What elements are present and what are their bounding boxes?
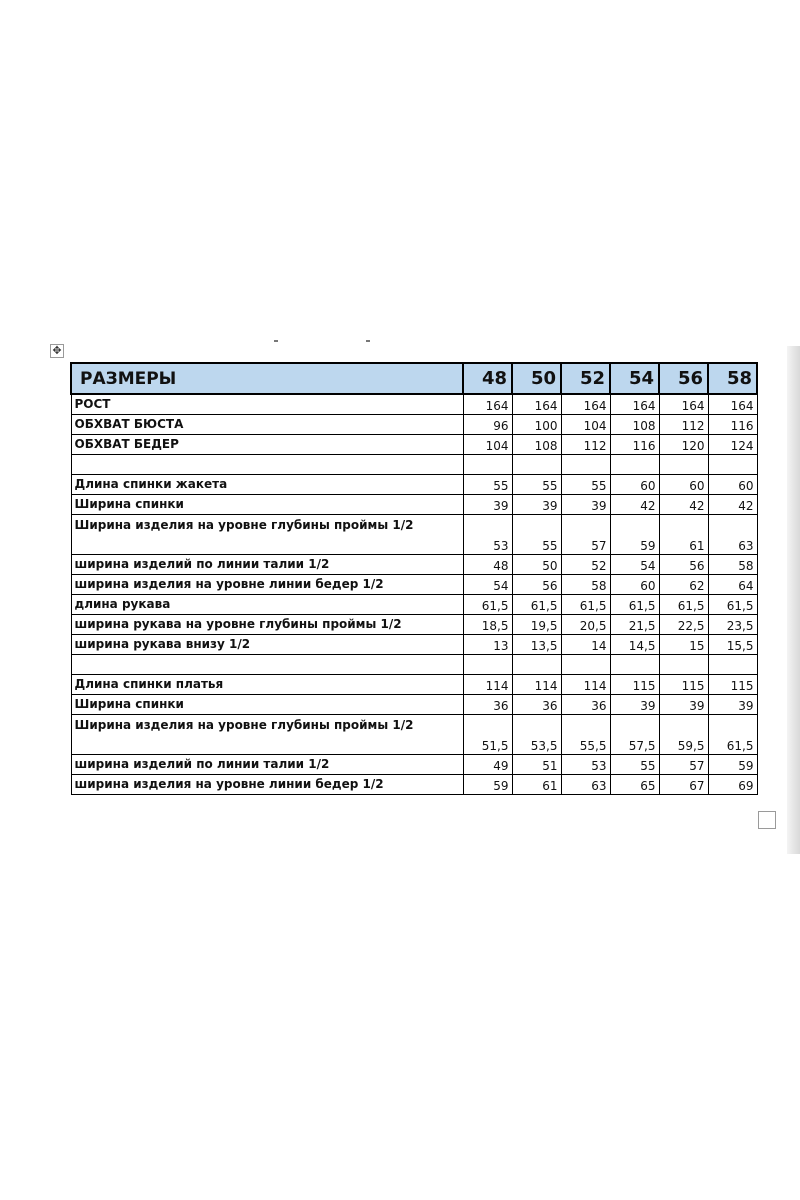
scan-mark [274, 340, 278, 342]
value-cell: 15,5 [708, 634, 757, 654]
row-label: Длина спинки платья [71, 674, 463, 694]
value-cell: 69 [708, 774, 757, 794]
value-cell [561, 654, 610, 674]
table-row [71, 674, 757, 694]
value-cell [561, 454, 610, 474]
value-cell: 36 [512, 694, 561, 714]
value-cell: 14 [561, 634, 610, 654]
value-cell: 39 [512, 494, 561, 514]
value-cell: 59 [708, 754, 757, 774]
table-row [71, 754, 757, 774]
table-row [71, 414, 757, 434]
resize-square-icon[interactable] [758, 811, 776, 829]
value-cell: 42 [708, 494, 757, 514]
value-cell: 36 [561, 694, 610, 714]
value-cell: 114 [561, 674, 610, 694]
row-label: РОСТ [71, 394, 463, 414]
value-cell: 14,5 [610, 634, 659, 654]
value-cell: 100 [512, 414, 561, 434]
size-header-cell: 54 [610, 363, 659, 394]
row-label: ширина рукава на уровне глубины проймы 1/2 [71, 614, 463, 634]
value-cell: 59 [463, 774, 512, 794]
value-cell: 56 [659, 554, 708, 574]
move-arrows-icon[interactable]: ✥ [50, 344, 64, 358]
value-cell: 104 [463, 434, 512, 454]
value-cell: 55 [610, 754, 659, 774]
value-cell: 115 [659, 674, 708, 694]
table-row [71, 594, 757, 614]
value-cell: 58 [708, 554, 757, 574]
value-cell: 63 [561, 774, 610, 794]
table-header-row [71, 363, 757, 394]
value-cell: 18,5 [463, 614, 512, 634]
value-cell [708, 454, 757, 474]
value-cell [463, 454, 512, 474]
row-label: ширина рукава внизу 1/2 [71, 634, 463, 654]
value-cell: 116 [708, 414, 757, 434]
value-cell: 54 [463, 574, 512, 594]
value-cell: 61,5 [463, 594, 512, 614]
value-cell: 64 [708, 574, 757, 594]
scan-mark [366, 340, 370, 342]
row-label: Длина спинки жакета [71, 474, 463, 494]
row-label: длина рукава [71, 594, 463, 614]
table-row [71, 434, 757, 454]
value-cell: 52 [561, 554, 610, 574]
value-cell [610, 654, 659, 674]
value-cell: 104 [561, 414, 610, 434]
value-cell: 57,5 [610, 714, 659, 754]
value-cell: 23,5 [708, 614, 757, 634]
table-row [71, 474, 757, 494]
value-cell [708, 654, 757, 674]
table-row [71, 714, 757, 754]
row-label: Ширина спинки [71, 494, 463, 514]
row-label [71, 654, 463, 674]
row-label: Ширина изделия на уровне глубины проймы 1/2 [71, 714, 463, 754]
value-cell: 61 [512, 774, 561, 794]
value-cell: 60 [708, 474, 757, 494]
value-cell: 55 [512, 514, 561, 554]
value-cell: 164 [708, 394, 757, 414]
value-cell: 13,5 [512, 634, 561, 654]
value-cell: 61,5 [561, 594, 610, 614]
size-header-cell: 56 [659, 363, 708, 394]
value-cell: 63 [708, 514, 757, 554]
table-row [71, 634, 757, 654]
row-label: ОБХВАТ БЕДЕР [71, 434, 463, 454]
table-row [71, 394, 757, 414]
value-cell: 39 [463, 494, 512, 514]
value-cell: 61,5 [610, 594, 659, 614]
value-cell: 60 [610, 474, 659, 494]
table-row [71, 694, 757, 714]
value-cell: 21,5 [610, 614, 659, 634]
value-cell: 115 [708, 674, 757, 694]
value-cell: 20,5 [561, 614, 610, 634]
size-header-cell: 52 [561, 363, 610, 394]
value-cell: 55 [463, 474, 512, 494]
value-cell: 51,5 [463, 714, 512, 754]
value-cell: 164 [463, 394, 512, 414]
table-row [71, 654, 757, 674]
value-cell: 36 [463, 694, 512, 714]
value-cell: 54 [610, 554, 659, 574]
table-row [71, 574, 757, 594]
value-cell: 164 [561, 394, 610, 414]
value-cell: 39 [708, 694, 757, 714]
value-cell: 61,5 [708, 594, 757, 614]
value-cell: 39 [610, 694, 659, 714]
value-cell: 39 [561, 494, 610, 514]
value-cell: 57 [659, 754, 708, 774]
value-cell [512, 654, 561, 674]
row-label: ОБХВАТ БЮСТА [71, 414, 463, 434]
value-cell: 49 [463, 754, 512, 774]
value-cell: 164 [659, 394, 708, 414]
value-cell [610, 454, 659, 474]
value-cell: 58 [561, 574, 610, 594]
row-label [71, 454, 463, 474]
row-label: ширина изделия на уровне линии бедер 1/2 [71, 774, 463, 794]
value-cell: 59,5 [659, 714, 708, 754]
value-cell: 61 [659, 514, 708, 554]
value-cell: 42 [659, 494, 708, 514]
value-cell: 61,5 [512, 594, 561, 614]
value-cell: 55 [561, 474, 610, 494]
row-label: Ширина спинки [71, 694, 463, 714]
value-cell: 51 [512, 754, 561, 774]
value-cell: 53,5 [512, 714, 561, 754]
value-cell: 116 [610, 434, 659, 454]
size-table [70, 362, 758, 795]
value-cell: 115 [610, 674, 659, 694]
value-cell: 164 [610, 394, 659, 414]
value-cell: 96 [463, 414, 512, 434]
value-cell: 53 [463, 514, 512, 554]
value-cell: 61,5 [708, 714, 757, 754]
size-header-cell: 50 [512, 363, 561, 394]
value-cell: 55,5 [561, 714, 610, 754]
value-cell: 59 [610, 514, 659, 554]
value-cell: 112 [561, 434, 610, 454]
value-cell: 56 [512, 574, 561, 594]
value-cell: 124 [708, 434, 757, 454]
value-cell: 60 [659, 474, 708, 494]
value-cell [659, 454, 708, 474]
table-row [71, 614, 757, 634]
value-cell [463, 654, 512, 674]
value-cell [512, 454, 561, 474]
value-cell: 48 [463, 554, 512, 574]
value-cell: 19,5 [512, 614, 561, 634]
size-header-cell: 58 [708, 363, 757, 394]
value-cell: 62 [659, 574, 708, 594]
value-cell: 112 [659, 414, 708, 434]
value-cell: 39 [659, 694, 708, 714]
value-cell: 114 [463, 674, 512, 694]
value-cell: 61,5 [659, 594, 708, 614]
value-cell: 42 [610, 494, 659, 514]
value-cell: 164 [512, 394, 561, 414]
value-cell: 55 [512, 474, 561, 494]
table-row [71, 494, 757, 514]
value-cell: 65 [610, 774, 659, 794]
value-cell: 120 [659, 434, 708, 454]
row-label: Ширина изделия на уровне глубины проймы 1/2 [71, 514, 463, 554]
size-header-cell: 48 [463, 363, 512, 394]
header-label: РАЗМЕРЫ [71, 363, 463, 394]
value-cell: 13 [463, 634, 512, 654]
value-cell: 108 [512, 434, 561, 454]
value-cell: 67 [659, 774, 708, 794]
table-row [71, 514, 757, 554]
value-cell: 53 [561, 754, 610, 774]
value-cell: 108 [610, 414, 659, 434]
value-cell: 50 [512, 554, 561, 574]
value-cell: 57 [561, 514, 610, 554]
value-cell: 15 [659, 634, 708, 654]
table-row [71, 454, 757, 474]
value-cell: 114 [512, 674, 561, 694]
table-row [71, 774, 757, 794]
table-row [71, 554, 757, 574]
value-cell: 60 [610, 574, 659, 594]
row-label: ширина изделия на уровне линии бедер 1/2 [71, 574, 463, 594]
row-label: ширина изделий по линии талии 1/2 [71, 754, 463, 774]
row-label: ширина изделий по линии талии 1/2 [71, 554, 463, 574]
value-cell [659, 654, 708, 674]
page-edge-shadow [787, 346, 800, 854]
value-cell: 22,5 [659, 614, 708, 634]
